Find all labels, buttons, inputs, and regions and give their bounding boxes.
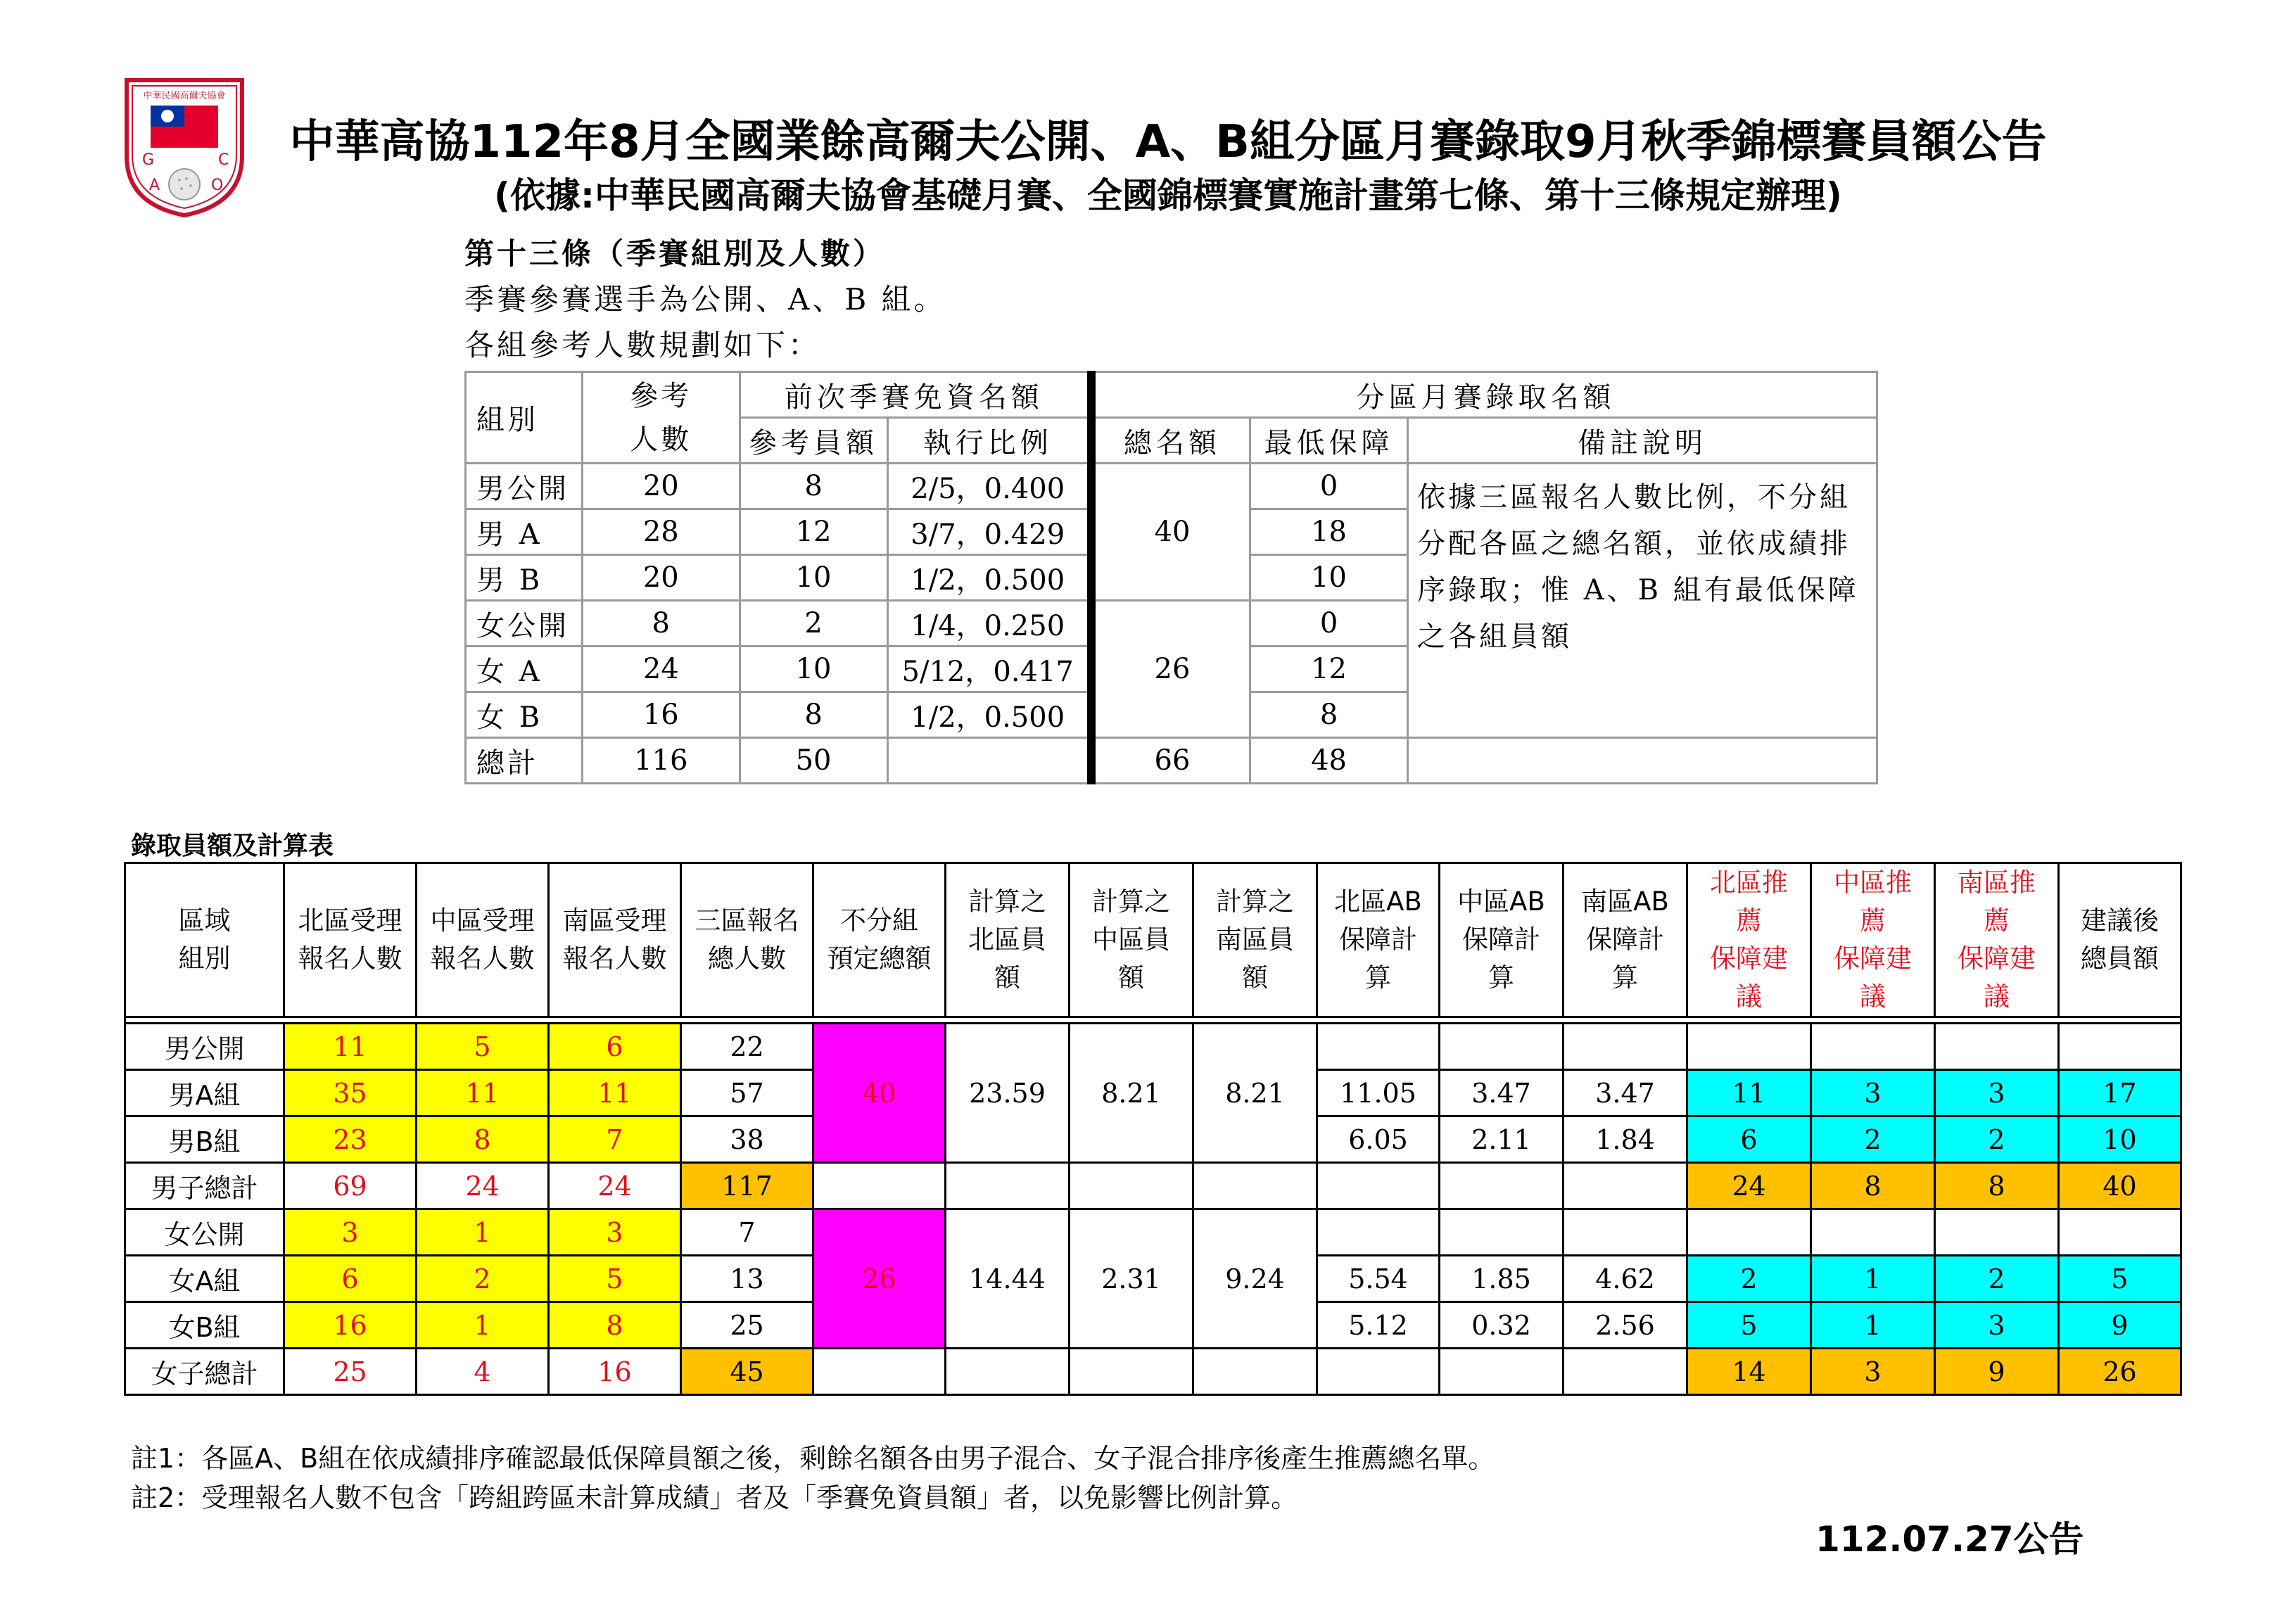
ref-header-monthly: 分區月賽錄取名額 xyxy=(1091,372,1877,418)
calc-header: 建議後 總員額 xyxy=(2059,863,2181,1017)
male-preset-total: 40 xyxy=(813,1024,946,1163)
calc-header: 南區AB 保障計 算 xyxy=(1564,863,1687,1017)
calc-header: 北區受理 報名人數 xyxy=(284,863,417,1017)
calc-header: 南區受理 報名人數 xyxy=(549,863,681,1017)
calc-header: 不分組 預定總額 xyxy=(813,863,946,1017)
table-row: 男A組 35 11 11 57 11.05 3.47 3.47 11 3 3 17 xyxy=(125,1070,2181,1116)
calc-header: 計算之 中區員 額 xyxy=(1070,863,1193,1017)
announcement-date: 112.07.27公告 xyxy=(1815,1519,2084,1560)
calc-header: 區域 組別 xyxy=(125,863,284,1017)
table-row: 女公開 3 1 3 7 26 14.44 2.31 9.24 xyxy=(125,1209,2181,1256)
ref-header-total: 總名額 xyxy=(1091,418,1250,464)
reference-quota-table xyxy=(464,371,1878,784)
ref-male-total: 40 xyxy=(1091,464,1250,601)
svg-text:G: G xyxy=(142,151,155,169)
svg-text:A: A xyxy=(149,177,160,194)
table-row: 女公開 8 2 1/4，0.250 26 0 xyxy=(466,601,1877,647)
calc-header: 北區推 薦 保障建 議 xyxy=(1687,863,1811,1017)
calc-header: 計算之 南區員 額 xyxy=(1193,863,1317,1017)
logo-emblem xyxy=(121,72,248,219)
article-line-1: 季賽參賽選手為公開、A、B 組。 xyxy=(464,282,946,317)
male-total-row: 男子總計 69 24 24 117 24 8 8 40 xyxy=(125,1163,2181,1209)
table-row: 女B組 16 1 8 25 5.12 0.32 2.56 5 1 3 9 xyxy=(125,1302,2181,1349)
table-row: 男 A 28 12 3/7，0.429 18 xyxy=(466,509,1877,555)
ref-header-prev-ratio: 執行比例 xyxy=(887,418,1091,464)
calc-header-row xyxy=(125,863,2181,1017)
table-row: 男公開 11 5 6 22 40 23.59 8.21 8.21 xyxy=(125,1024,2181,1070)
ref-total-row: 總計 116 50 66 48 xyxy=(466,738,1877,784)
table-row: 男公開 20 8 2/5，0.400 40 0 依據三區報名人數比例，不分組分配各區之總名額，並依成績排序錄取；惟 A、B 組有最低保障之各組員額 xyxy=(466,464,1877,509)
table-row: 女 B 16 8 1/2，0.500 8 xyxy=(466,692,1877,738)
table-row: 女 A 24 10 5/12，0.417 12 xyxy=(466,647,1877,692)
ref-header-ref-count: 參考人數 xyxy=(582,372,740,464)
female-total-row: 女子總計 25 4 16 45 14 3 9 26 xyxy=(125,1349,2181,1395)
table-row: 男 B 20 10 1/2，0.500 10 xyxy=(466,555,1877,601)
calc-header: 計算之 北區員 額 xyxy=(946,863,1070,1017)
ref-header-group: 組別 xyxy=(466,372,583,464)
calc-header: 北區AB 保障計 算 xyxy=(1317,863,1440,1017)
calc-header: 中區推 薦 保障建 議 xyxy=(1811,863,1935,1017)
ref-header-prev-season: 前次季賽免資名額 xyxy=(740,372,1091,418)
calculation-table xyxy=(124,862,2182,1396)
calc-header: 南區推 薦 保障建 議 xyxy=(1935,863,2059,1017)
svg-text:C: C xyxy=(218,151,229,169)
ref-header-prev-quota: 參考員額 xyxy=(740,418,887,464)
page-title: 中華高協112年8月全國業餘高爾夫公開、A、B組分區月賽錄取9月秋季錦標賽員額公告 xyxy=(289,116,2047,168)
ref-header-min: 最低保障 xyxy=(1250,418,1408,464)
article-heading: 第十三條（季賽組別及人數） xyxy=(464,236,886,271)
note-1: 註1：各區A、B組在依成績排序確認最低保障員額之後，剩餘名額各由男子混合、女子混合排序後產生推薦總名單。 xyxy=(131,1443,1495,1474)
table-row: 男B組 23 8 7 38 6.05 2.11 1.84 6 2 2 10 xyxy=(125,1116,2181,1163)
calc-table-caption: 錄取員額及計算表 xyxy=(131,832,334,860)
svg-text:中華民國高爾夫協會: 中華民國高爾夫協會 xyxy=(143,91,226,101)
note-2: 註2：受理報名人數不包含「跨組跨區未計算成績」者及「季賽免資員額」者，以免影響比例計算。 xyxy=(131,1482,1298,1513)
page-subtitle: (依據:中華民國高爾夫協會基礎月賽、全國錦標賽實施計畫第七條、第十三條規定辦理) xyxy=(494,175,1842,216)
garoc-logo xyxy=(121,72,248,219)
ref-remark: 依據三區報名人數比例，不分組分配各區之總名額，並依成績排序錄取；惟 A、B 組有最低保障之各組員額 xyxy=(1407,464,1877,738)
svg-text:O: O xyxy=(211,177,224,194)
female-preset-total: 26 xyxy=(813,1209,946,1349)
ref-header-remark: 備註說明 xyxy=(1407,418,1877,464)
article-line-2: 各組參考人數規劃如下： xyxy=(464,328,821,362)
ref-female-total: 26 xyxy=(1091,601,1250,738)
calc-header: 中區AB 保障計 算 xyxy=(1440,863,1564,1017)
table-row: 女A組 6 2 5 13 5.54 1.85 4.62 2 1 2 5 xyxy=(125,1256,2181,1302)
calc-header: 三區報名 總人數 xyxy=(681,863,813,1017)
calc-header: 中區受理 報名人數 xyxy=(417,863,549,1017)
